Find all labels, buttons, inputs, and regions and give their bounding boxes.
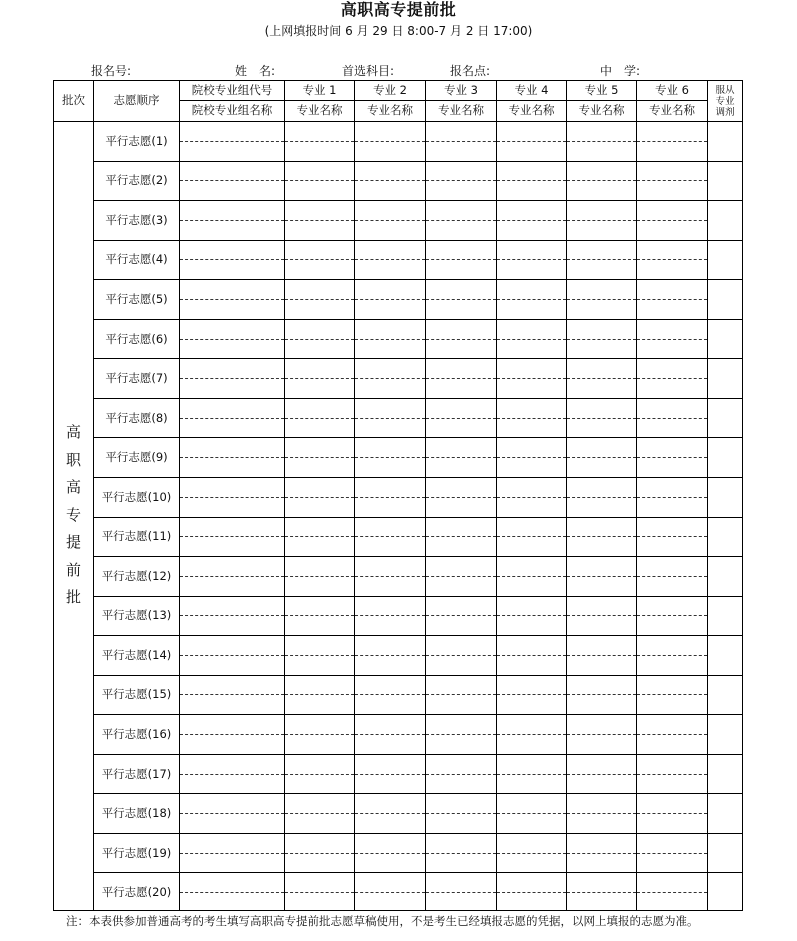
major-input-field[interactable] [285, 734, 354, 735]
group-input-field[interactable] [180, 892, 284, 893]
info-school: 中 学: [600, 64, 641, 78]
header-major-name: 专业名称 [508, 103, 555, 118]
grid-line [425, 81, 426, 910]
row-label: 平行志愿(10) [101, 489, 172, 504]
row-label: 平行志愿(11) [101, 529, 172, 544]
header-major-name: 专业名称 [649, 103, 695, 118]
major-input-field[interactable] [497, 259, 566, 260]
major-input-field[interactable] [637, 418, 707, 419]
major-input-field[interactable] [355, 497, 425, 498]
header-major-4: 专业 4 [514, 82, 549, 97]
row-label: 平行志愿(3) [105, 212, 168, 227]
group-input-field[interactable] [180, 853, 284, 854]
major-input-field[interactable] [426, 536, 496, 537]
major-input-field[interactable] [567, 892, 636, 893]
major-input-field[interactable] [497, 378, 566, 379]
major-input-field[interactable] [567, 180, 636, 181]
major-input-field[interactable] [567, 339, 636, 340]
info-reg-no: 报名号: [91, 64, 132, 78]
grid-line [707, 81, 708, 910]
major-input-field[interactable] [426, 378, 496, 379]
major-input-field[interactable] [355, 259, 425, 260]
row-divider [93, 477, 742, 478]
major-input-field[interactable] [567, 536, 636, 537]
major-input-field[interactable] [355, 615, 425, 616]
major-input-field[interactable] [285, 655, 354, 656]
major-input-field[interactable] [426, 694, 496, 695]
major-input-field[interactable] [637, 774, 707, 775]
major-input-field[interactable] [426, 299, 496, 300]
major-input-field[interactable] [355, 774, 425, 775]
major-input-field[interactable] [497, 734, 566, 735]
header-major-6: 专业 6 [655, 82, 689, 97]
row-label: 平行志愿(1) [105, 133, 168, 148]
batch-name-cell [54, 121, 93, 910]
major-input-field[interactable] [637, 299, 707, 300]
row-label: 平行志愿(4) [105, 252, 168, 267]
info-subject: 首选科目: [342, 64, 395, 78]
major-input-field[interactable] [285, 694, 354, 695]
major-input-field[interactable] [497, 536, 566, 537]
group-input-field[interactable] [180, 141, 284, 142]
major-input-field[interactable] [497, 774, 566, 775]
major-input-field[interactable] [285, 497, 354, 498]
major-input-field[interactable] [637, 536, 707, 537]
header-major-name: 专业名称 [438, 103, 484, 118]
row-label: 平行志愿(6) [105, 331, 168, 346]
major-input-field[interactable] [637, 853, 707, 854]
major-input-field[interactable] [637, 497, 707, 498]
major-input-field[interactable] [497, 615, 566, 616]
major-input-field[interactable] [426, 141, 496, 142]
grid-line [496, 81, 497, 910]
major-input-field[interactable] [355, 694, 425, 695]
page-title: 高职高专提前批 [340, 0, 457, 19]
row-label: 平行志愿(16) [101, 727, 172, 742]
major-input-field[interactable] [567, 497, 636, 498]
major-input-field[interactable] [426, 576, 496, 577]
major-input-field[interactable] [355, 576, 425, 577]
major-input-field[interactable] [567, 418, 636, 419]
major-input-field[interactable] [285, 378, 354, 379]
major-input-field[interactable] [497, 418, 566, 419]
major-input-field[interactable] [426, 892, 496, 893]
major-input-field[interactable] [497, 180, 566, 181]
header-major-name: 专业名称 [578, 103, 625, 118]
major-input-field[interactable] [426, 774, 496, 775]
row-label: 平行志愿(18) [101, 806, 172, 821]
row-label: 平行志愿(12) [101, 568, 172, 583]
major-input-field[interactable] [285, 615, 354, 616]
header-major-2: 专业 2 [373, 82, 407, 97]
row-label: 平行志愿(5) [105, 291, 168, 306]
group-input-field[interactable] [180, 655, 284, 656]
header-major-5: 专业 5 [584, 82, 619, 97]
group-input-field[interactable] [180, 180, 284, 181]
header-major-1: 专业 1 [302, 82, 337, 97]
major-input-field[interactable] [567, 853, 636, 854]
major-input-field[interactable] [426, 813, 496, 814]
group-input-field[interactable] [180, 220, 284, 221]
header-major-3: 专业 3 [444, 82, 478, 97]
major-input-field[interactable] [426, 655, 496, 656]
major-input-field[interactable] [567, 734, 636, 735]
major-input-field[interactable] [637, 813, 707, 814]
row-divider [93, 279, 742, 280]
major-input-field[interactable] [355, 734, 425, 735]
major-input-field[interactable] [285, 576, 354, 577]
major-input-field[interactable] [285, 418, 354, 419]
header-order: 志愿顺序 [113, 93, 160, 108]
major-input-field[interactable] [497, 497, 566, 498]
grid-line [284, 81, 285, 910]
major-input-field[interactable] [426, 615, 496, 616]
major-input-field[interactable] [637, 615, 707, 616]
major-input-field[interactable] [426, 418, 496, 419]
major-input-field[interactable] [637, 259, 707, 260]
major-input-field[interactable] [285, 536, 354, 537]
group-input-field[interactable] [180, 339, 284, 340]
major-input-field[interactable] [355, 339, 425, 340]
header-batch: 批次 [62, 93, 85, 108]
row-label: 平行志愿(14) [101, 647, 172, 662]
header-major-name: 专业名称 [367, 103, 413, 118]
major-input-field[interactable] [497, 576, 566, 577]
major-input-field[interactable] [426, 853, 496, 854]
major-input-field[interactable] [355, 220, 425, 221]
group-input-field[interactable] [180, 774, 284, 775]
major-input-field[interactable] [567, 220, 636, 221]
grid-line [636, 81, 637, 910]
major-input-field[interactable] [497, 655, 566, 656]
group-input-field[interactable] [180, 457, 284, 458]
row-divider [93, 319, 742, 320]
row-label: 平行志愿(7) [105, 371, 168, 386]
major-input-field[interactable] [637, 220, 707, 221]
row-label: 平行志愿(19) [101, 845, 172, 860]
major-input-field[interactable] [355, 418, 425, 419]
major-input-field[interactable] [285, 339, 354, 340]
group-input-field[interactable] [180, 259, 284, 260]
major-input-field[interactable] [285, 259, 354, 260]
major-input-field[interactable] [355, 655, 425, 656]
page-subtitle: (上网填报时间 6 月 29 日 8:00-7 月 2 日 17:00) [264, 24, 533, 38]
row-divider [93, 161, 742, 162]
major-input-field[interactable] [497, 299, 566, 300]
row-divider [93, 596, 742, 597]
major-input-field[interactable] [426, 180, 496, 181]
major-input-field[interactable] [497, 813, 566, 814]
major-input-field[interactable] [637, 655, 707, 656]
row-divider [93, 754, 742, 755]
group-input-field[interactable] [180, 497, 284, 498]
row-divider [93, 635, 742, 636]
group-input-field[interactable] [180, 615, 284, 616]
group-input-field[interactable] [180, 576, 284, 577]
major-input-field[interactable] [567, 259, 636, 260]
major-input-field[interactable] [355, 853, 425, 854]
major-input-field[interactable] [567, 141, 636, 142]
row-divider [93, 833, 742, 834]
grid-line [354, 81, 355, 910]
major-input-field[interactable] [285, 299, 354, 300]
row-label: 平行志愿(9) [105, 450, 168, 465]
volunteer-form-table [53, 80, 743, 911]
major-input-field[interactable] [637, 339, 707, 340]
row-divider [93, 556, 742, 557]
major-input-field[interactable] [426, 220, 496, 221]
major-input-field[interactable] [637, 734, 707, 735]
row-label: 平行志愿(17) [101, 766, 172, 781]
major-input-field[interactable] [426, 497, 496, 498]
batch-name: 高职高专提前批 [65, 423, 81, 607]
group-input-field[interactable] [180, 694, 284, 695]
major-input-field[interactable] [285, 853, 354, 854]
row-divider [93, 793, 742, 794]
major-input-field[interactable] [637, 378, 707, 379]
grid-line [566, 81, 567, 910]
header-major-name: 专业名称 [296, 103, 343, 118]
footnote: 注：本表供参加普通高考的考生填写高职高专提前批志愿草稿使用，不是考生已经填报志愿的凭据，以网上填报的志愿为准。 [66, 914, 699, 928]
major-input-field[interactable] [497, 694, 566, 695]
major-input-field[interactable] [285, 813, 354, 814]
row-divider [93, 517, 742, 518]
major-input-field[interactable] [637, 576, 707, 577]
major-input-field[interactable] [567, 576, 636, 577]
group-input-field[interactable] [180, 299, 284, 300]
major-input-field[interactable] [285, 180, 354, 181]
major-input-field[interactable] [355, 299, 425, 300]
group-input-field[interactable] [180, 418, 284, 419]
major-input-field[interactable] [567, 694, 636, 695]
header-group-code: 院校专业组代号 [191, 82, 273, 97]
row-divider [93, 240, 742, 241]
major-input-field[interactable] [426, 734, 496, 735]
major-input-field[interactable] [426, 339, 496, 340]
group-input-field[interactable] [180, 813, 284, 814]
major-input-field[interactable] [355, 180, 425, 181]
row-divider [93, 358, 742, 359]
major-input-field[interactable] [426, 457, 496, 458]
major-input-field[interactable] [285, 774, 354, 775]
major-input-field[interactable] [637, 457, 707, 458]
major-input-field[interactable] [637, 141, 707, 142]
group-input-field[interactable] [180, 734, 284, 735]
major-input-field[interactable] [355, 892, 425, 893]
group-input-field[interactable] [180, 536, 284, 537]
major-input-field[interactable] [355, 141, 425, 142]
major-input-field[interactable] [567, 655, 636, 656]
major-input-field[interactable] [497, 220, 566, 221]
major-input-field[interactable] [567, 813, 636, 814]
major-input-field[interactable] [567, 299, 636, 300]
major-input-field[interactable] [567, 615, 636, 616]
row-label: 平行志愿(8) [105, 410, 168, 425]
major-input-field[interactable] [426, 259, 496, 260]
grid-line [179, 81, 180, 910]
major-input-field[interactable] [637, 180, 707, 181]
major-input-field[interactable] [497, 853, 566, 854]
info-name: 姓 名: [235, 64, 276, 78]
major-input-field[interactable] [285, 892, 354, 893]
row-divider [93, 714, 742, 715]
major-input-field[interactable] [637, 694, 707, 695]
header-adjust [708, 81, 742, 121]
row-label: 平行志愿(2) [105, 173, 168, 188]
major-input-field[interactable] [355, 378, 425, 379]
row-label: 平行志愿(15) [101, 687, 172, 702]
major-input-field[interactable] [285, 220, 354, 221]
major-input-field[interactable] [497, 892, 566, 893]
major-input-field[interactable] [497, 339, 566, 340]
major-input-field[interactable] [637, 892, 707, 893]
major-input-field[interactable] [285, 457, 354, 458]
major-input-field[interactable] [285, 141, 354, 142]
major-input-field[interactable] [355, 813, 425, 814]
major-input-field[interactable] [567, 457, 636, 458]
major-input-field[interactable] [355, 536, 425, 537]
header-group-name: 院校专业组名称 [191, 103, 273, 118]
row-label: 平行志愿(13) [101, 608, 172, 623]
row-divider [93, 398, 742, 399]
group-input-field[interactable] [180, 378, 284, 379]
major-input-field[interactable] [497, 141, 566, 142]
info-site: 报名点: [450, 64, 491, 78]
row-label: 平行志愿(20) [101, 885, 172, 900]
major-input-field[interactable] [567, 774, 636, 775]
row-divider [93, 200, 742, 201]
major-input-field[interactable] [567, 378, 636, 379]
row-divider [93, 437, 742, 438]
major-input-field[interactable] [497, 457, 566, 458]
major-input-field[interactable] [355, 457, 425, 458]
header-adjust-label: 服从专业调剂 [715, 84, 735, 118]
row-divider [93, 675, 742, 676]
row-divider [93, 872, 742, 873]
